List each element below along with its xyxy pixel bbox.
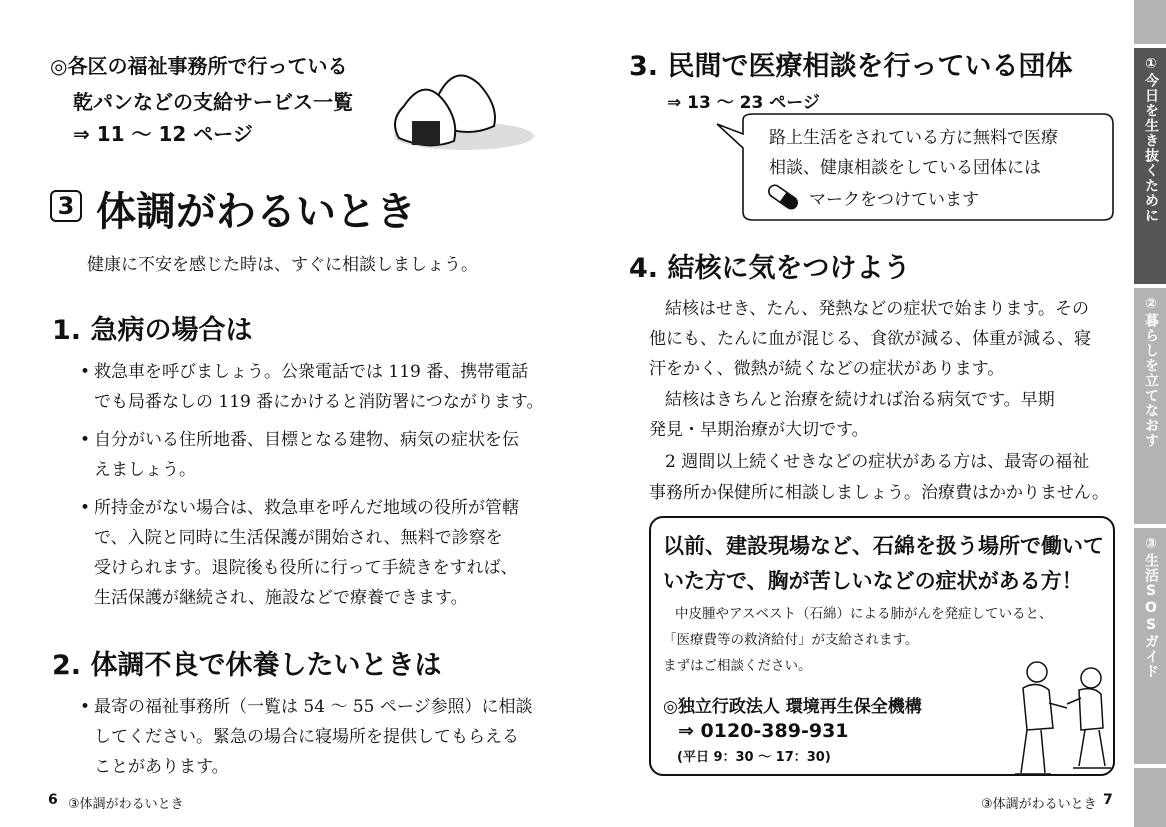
- bullet-4-line-3: ことがあります。: [94, 757, 229, 777]
- para4-line-1: 結核はせき、たん、発熱などの症状で始まります。その: [665, 299, 1089, 319]
- asbestos-heading-1: 以前、建設現場など、石綿を扱う場所で働いて: [663, 534, 1104, 558]
- asbestos-text-1: 中皮腫やアスベスト（石綿）による肺がんを発症していると、: [675, 606, 1053, 622]
- bullet-dot: •: [80, 430, 91, 450]
- phone-number[interactable]: ⇒ 0120-389-931: [678, 720, 849, 742]
- lead-text: 健康に不安を感じた時は、すぐに相談しましょう。: [87, 255, 478, 275]
- rice-ball-illustration: [384, 66, 534, 156]
- bullet-4-line-2: してください。緊急の場合に寝場所を提供してもらえる: [94, 727, 519, 747]
- bullet-3-line-1: [80, 493, 519, 518]
- para4-line-4: 結核はきちんと治療を続ければ治る病気です。早期: [665, 390, 1055, 410]
- bullet-dot: •: [80, 498, 91, 518]
- heading-2: 2. 体調不良で休養したいときは: [52, 650, 442, 681]
- heading-4: 4. 結核に気をつけよう: [629, 253, 911, 284]
- intro-line-2: 乾パンなどの支給サービス一覧: [73, 90, 353, 114]
- right-page: [583, 0, 1166, 827]
- asbestos-text-2: 「医療費等の救済給付」が支給されます。: [663, 632, 919, 648]
- capsule-icon: [763, 183, 803, 211]
- chapter-tabs: [1134, 0, 1166, 827]
- heading-3: 3. 民間で医療相談を行っている団体: [629, 51, 1073, 82]
- bubble-line-1: 路上生活をされている方に無料で医療: [769, 128, 1058, 148]
- bullet-text: 最寄の福祉事務所（一覧は 54 ～ 55 ページ参照）に相談: [94, 697, 533, 717]
- medical-consultation-illustration: [1001, 648, 1116, 780]
- bubble-line-2: 相談、健康相談をしている団体には: [769, 158, 1041, 178]
- heading-1: 1. 急病の場合は: [52, 315, 253, 346]
- tab-chapter-2-label: ②暮らしを立てなおす: [1143, 296, 1159, 448]
- para4-line-2: 他にも、たんに血が混じる、食欲が減る、体重が減る、寝: [649, 329, 1091, 349]
- section-title: 体調がわるいとき: [96, 189, 416, 235]
- bullet-dot: •: [80, 362, 91, 382]
- para4-line-5: 発見・早期治療が大切です。: [649, 420, 869, 440]
- intro-line-1: ◎各区の福祉事務所で行っている: [50, 54, 348, 78]
- organization-name: ◎独立行政法人 環境再生保全機構: [663, 697, 922, 717]
- bullet-1-line-1: [80, 357, 528, 382]
- para4-line-3: 汗をかく、微熱が続くなどの症状があります。: [649, 359, 1005, 379]
- footer-page-number: 6: [48, 792, 58, 808]
- tab-top-strip: [1134, 0, 1166, 44]
- tab-chapter-2[interactable]: [1134, 288, 1166, 524]
- bullet-text: 救急車を呼びましょう。公衆電話では 119 番、携帯電話: [94, 362, 529, 382]
- heading-3-page-ref: ⇒ 13 ～ 23 ページ: [667, 93, 820, 113]
- tab-bottom-strip: [1134, 768, 1166, 827]
- business-hours: (平日 9：30 ～ 17：30): [677, 750, 831, 765]
- tab-chapter-1[interactable]: [1134, 48, 1166, 284]
- bullet-3-line-3: 受けられます。退院後も役所に行って手続きをすれば、: [94, 558, 518, 578]
- footer-label: ③体調がわるいとき: [981, 797, 1097, 812]
- para4-line-7: 事務所か保健所に相談しましょう。治療費はかかりません。: [649, 483, 1110, 503]
- footer-label: ③体調がわるいとき: [68, 797, 184, 812]
- section-number-box: 3: [50, 190, 82, 222]
- bullet-1-line-2: でも局番なしの 119 番にかけると消防署につながります。: [94, 392, 544, 412]
- tab-chapter-1-label: ①今日を生き抜くために: [1143, 56, 1159, 223]
- bullet-3-line-4: 生活保護が継続され、施設などで療養できます。: [94, 588, 468, 608]
- intro-page-ref: ⇒ 11 ～ 12 ページ: [73, 122, 253, 146]
- bullet-dot: •: [80, 697, 91, 717]
- bullet-4-line-1: [80, 692, 533, 717]
- bullet-text: 自分がいる住所地番、目標となる建物、病気の症状を伝: [94, 430, 519, 450]
- bullet-2-line-1: [80, 425, 519, 450]
- bullet-3-line-2: で、入院と同時に生活保護が開始され、無料で診察を: [94, 528, 503, 548]
- tab-chapter-3-label: ③生活SOSガイド: [1143, 536, 1159, 679]
- bubble-line-3: マークをつけています: [809, 190, 979, 210]
- asbestos-text-3: まずはご相談ください。: [663, 658, 812, 674]
- tab-chapter-3[interactable]: [1134, 528, 1166, 764]
- bullet-text: 所持金がない場合は、救急車を呼んだ地域の役所が管轄: [94, 498, 519, 518]
- footer-page-number: 7: [1103, 792, 1113, 808]
- para4-line-6: 2 週間以上続くせきなどの症状がある方は、最寄の福祉: [665, 452, 1090, 472]
- asbestos-heading-2: いた方で、胸が苦しいなどの症状がある方！: [663, 569, 1083, 593]
- bullet-2-line-2: えましょう。: [94, 460, 196, 480]
